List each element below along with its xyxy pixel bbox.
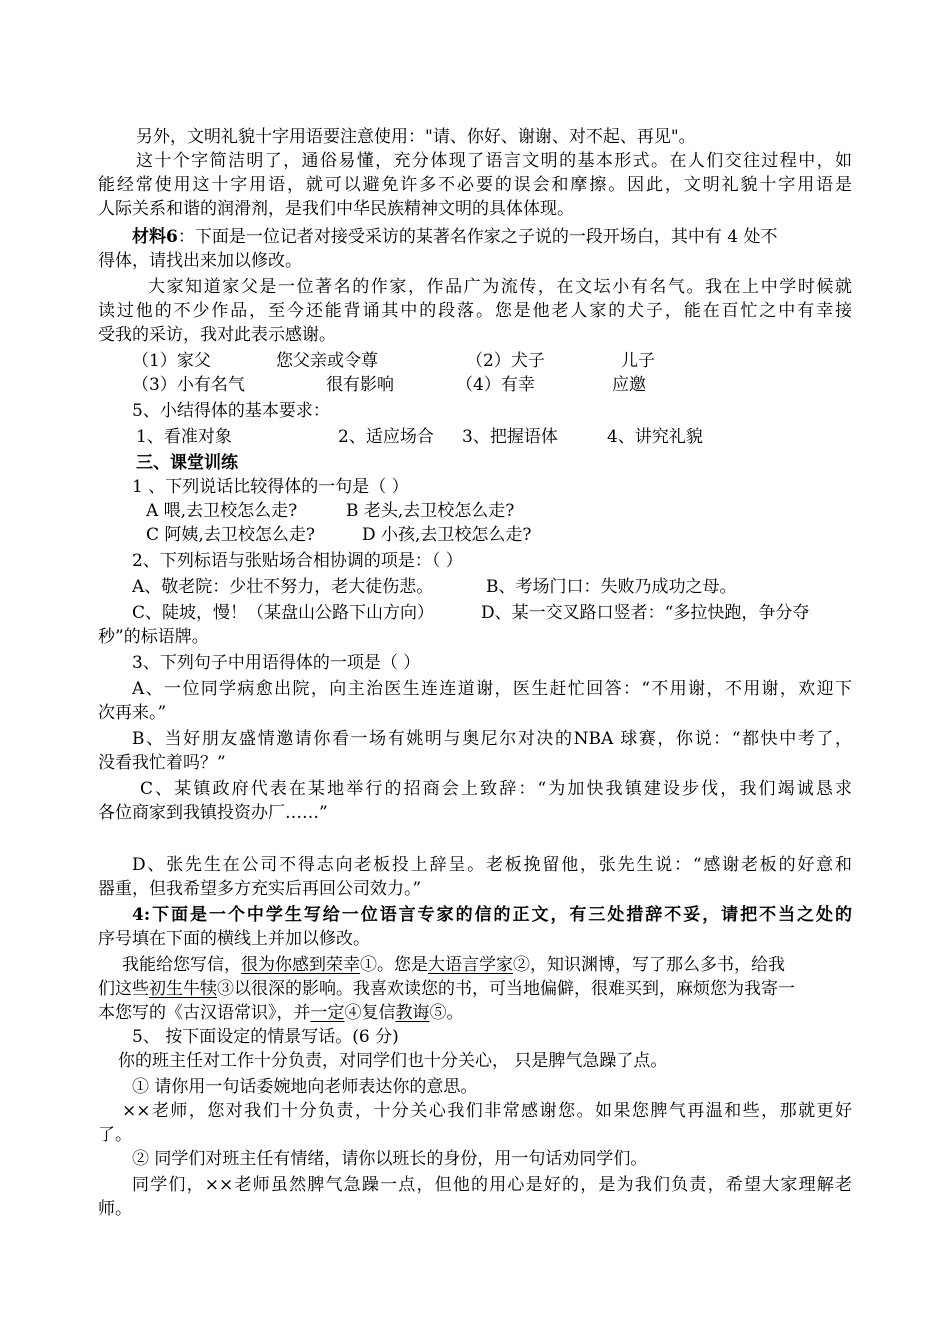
summary-title: 5、小结得体的基本要求： xyxy=(132,401,330,421)
q4-letter-line-3 xyxy=(98,1001,464,1025)
q5-stem: 5、 按下面设定的情景写话。(6 分) xyxy=(132,1027,399,1047)
q3-option-c: C、某镇政府代表在某地举行的招商会上致辞：“为加快我镇建设步伐，我们竭诚恳求 xyxy=(140,779,852,799)
q3-option-b-cont: 没看我忙着吗？” xyxy=(98,753,226,773)
answer-2: （2）犬子 xyxy=(466,351,545,371)
letter-text: ⑤。 xyxy=(429,1003,464,1023)
q5-answer-1: ××老师，您对我们十分负责，十分关心我们非常感谢您。如果您脾气再温和些，那就更好 xyxy=(122,1101,852,1121)
q1-option-c: C 阿姨,去卫校怎么走? xyxy=(146,525,315,545)
summary-item-4: 4、讲究礼貌 xyxy=(607,427,703,447)
answer-1-fix: 您父亲或令尊 xyxy=(276,351,378,371)
answer-2-fix: 儿子 xyxy=(621,351,655,371)
answer-3-fix: 很有影响 xyxy=(326,375,394,395)
material6-passage-line-3: 受我的采访，我对此表示感谢。 xyxy=(98,325,336,345)
q3-option-a-cont: 次再来。” xyxy=(98,703,167,723)
intro-line-2: 这十个字简洁明了，通俗易懂，充分体现了语言文明的基本形式。在人们交往过程中，如 xyxy=(136,151,852,171)
underlined-phrase-3: 初生牛犊 xyxy=(149,979,217,999)
section3-heading: 三、课堂训练 xyxy=(136,453,238,473)
q2-option-d-cont: 秒”的标语牌。 xyxy=(98,627,209,647)
letter-text: 们这些 xyxy=(98,979,149,999)
q5-scenario: 你的班主任对工作十分负责，对同学们也十分关心， 只是脾气急躁了点。 xyxy=(118,1051,668,1071)
material6-question-text: ：下面是一位记者对接受采访的某著名作家之子说的一段开场白，其中有 4 处不 xyxy=(177,227,778,247)
q1-option-b: B 老头,去卫校怎么走? xyxy=(346,501,515,521)
summary-item-2: 2、适应场合 xyxy=(338,427,434,447)
q5-sub-2: ② 同学们对班主任有情绪，请你以班长的身份，用一句话劝同学们。 xyxy=(132,1149,648,1169)
material6-question-line-2: 得体，请找出来加以修改。 xyxy=(98,251,302,271)
letter-text: 我能给您写信， xyxy=(122,955,241,975)
q5-sub-1: ① 请你用一句话委婉地向老师表达你的意思。 xyxy=(132,1077,478,1097)
q2-option-b: B、考场门口：失败乃成功之母。 xyxy=(486,577,737,597)
q3-option-b: B、当好朋友盛情邀请你看一场有姚明与奥尼尔对决的NBA 球赛，你说：“都快中考了， xyxy=(132,729,852,749)
intro-line-1: 另外，文明礼貌十字用语要注意使用："请、你好、谢谢、对不起、再见"。 xyxy=(136,127,696,147)
answer-4-fix: 应邀 xyxy=(612,375,646,395)
summary-item-1: 1、看准对象 xyxy=(136,427,232,447)
letter-text: ②，知识渊博，写了那么多书，给我 xyxy=(513,955,785,975)
q4-letter-line-1 xyxy=(122,953,785,977)
letter-text: ③以很深的影响。我喜欢读您的书，可当地偏僻，很难买到，麻烦您为我寄一 xyxy=(217,979,795,999)
q2-option-a: A、敬老院：少壮不努力，老大徒伤悲。 xyxy=(132,577,434,597)
q3-option-d: D、张先生在公司不得志向老板投上辞呈。老板挽留他，张先生说：“感谢老板的好意和 xyxy=(132,855,852,875)
material6-passage-line-1: 大家知道家父是一位著名的作家，作品广为流传，在文坛小有名气。我在上中学时候就 xyxy=(148,277,852,297)
underlined-phrase-4: 一定 xyxy=(310,1003,345,1023)
intro-line-3: 能经常使用这十字用语，就可以避免许多不必要的误会和摩擦。因此，文明礼貌十字用语是 xyxy=(98,175,852,195)
q5-answer-2: 同学们，××老师虽然脾气急躁一点，但他的用心是好的，是为我们负责，希望大家理解老 xyxy=(132,1175,852,1195)
q1-stem: 1 、下列说话比较得体的一句是（ ） xyxy=(132,477,409,497)
summary-item-3: 3、把握语体 xyxy=(462,427,558,447)
q3-option-d-cont: 器重，但我希望多方充实后再回公司效力。” xyxy=(98,879,422,899)
q5-answer-2-cont: 师。 xyxy=(98,1199,132,1219)
q2-option-d: D、某一交叉路口竖者：“多拉快跑，争分夺 xyxy=(481,603,810,623)
answer-4: （4）有幸 xyxy=(456,375,535,395)
q3-option-a: A、一位同学病愈出院，向主治医生连连道谢，医生赶忙回答：“不用谢，不用谢，欢迎下 xyxy=(132,679,852,699)
q4-letter-line-2 xyxy=(98,977,795,1001)
material6-passage-line-2: 读过他的不少作品，至今还能背诵其中的段落。您是他老人家的犬子，能在百忙之中有幸接 xyxy=(98,301,852,321)
underlined-phrase-1: 很为你感到荣幸 xyxy=(241,955,360,975)
letter-text: ①。您是 xyxy=(360,955,428,975)
answer-3: （3）小有名气 xyxy=(132,375,245,395)
q4-stem-line-2: 序号填在下面的横线上并加以修改。 xyxy=(98,929,370,949)
q1-option-a: A 喂,去卫校怎么走? xyxy=(146,501,298,521)
q4-stem-line-1: 4:下面是一个中学生写给一位语言专家的信的正文，有三处措辞不妥，请把不当之处的 xyxy=(132,905,852,925)
underlined-phrase-5: 教诲 xyxy=(395,1003,430,1023)
answer-1: （1）家父 xyxy=(132,351,211,371)
q1-option-d: D 小孩,去卫校怎么走? xyxy=(362,525,532,545)
letter-text: 本您写的《古汉语常识》，并 xyxy=(98,1003,311,1023)
q3-option-c-cont: 各位商家到我镇投资办厂……” xyxy=(98,803,328,823)
q3-stem: 3、下列句子中用语得体的一项是（ ） xyxy=(132,653,421,673)
intro-line-4: 人际关系和谐的润滑剂，是我们中华民族精神文明的具体体现。 xyxy=(98,199,574,219)
q2-stem: 2、下列标语与张贴场合相协调的项是：（ ） xyxy=(132,551,463,571)
material6-question-line-1 xyxy=(132,225,777,249)
q5-answer-1-cont: 了。 xyxy=(98,1125,132,1145)
material6-label: 材料6 xyxy=(132,227,178,247)
underlined-phrase-2: 大语言学家 xyxy=(428,955,513,975)
letter-text: ④复信 xyxy=(344,1003,396,1023)
q2-option-c: C、陡坡，慢！（某盘山公路下山方向） xyxy=(132,603,435,623)
